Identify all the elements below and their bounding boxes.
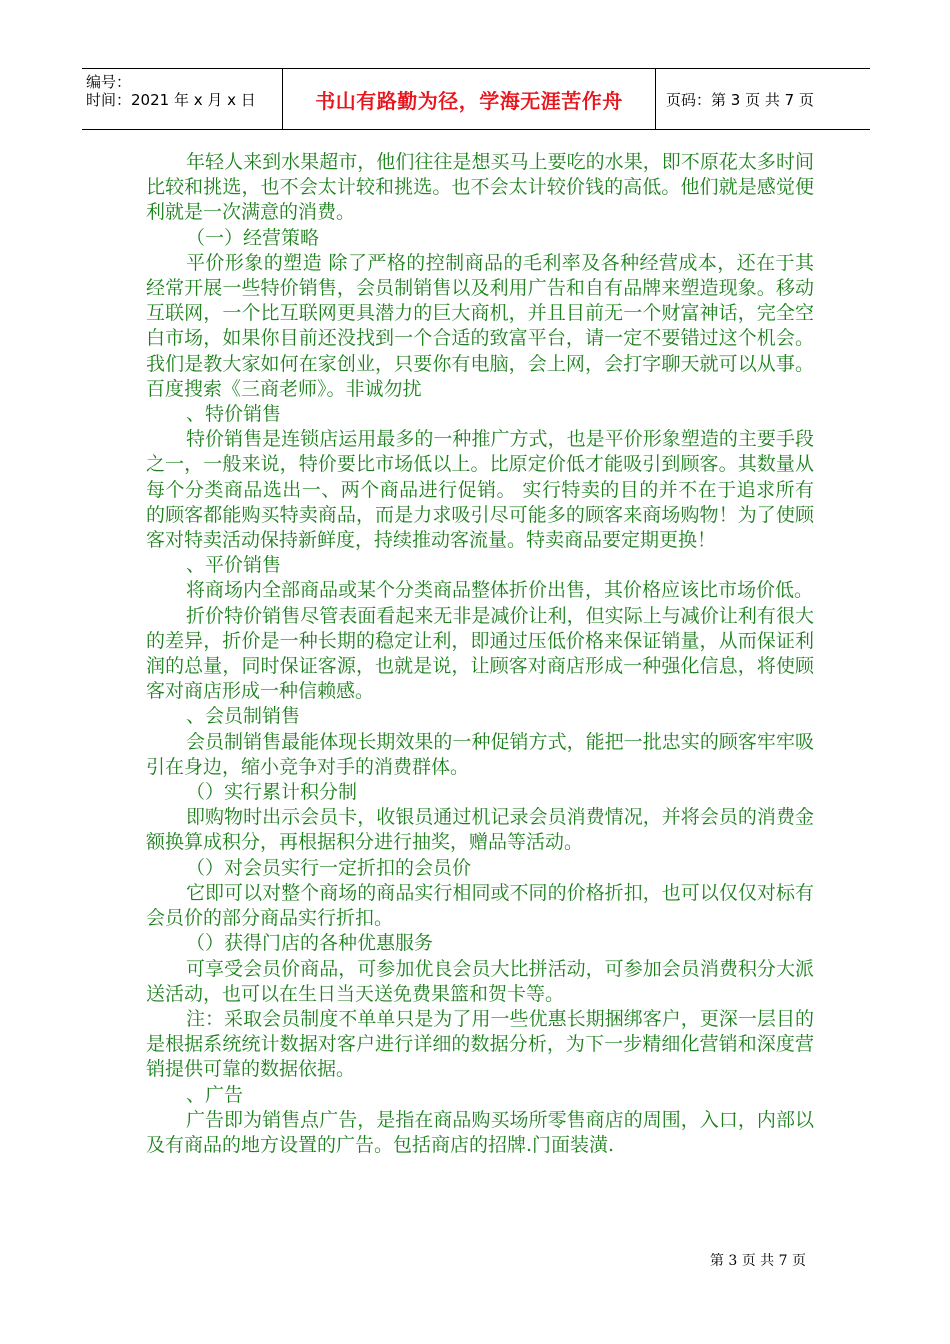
paragraph: 将商场内全部商品或某个分类商品整体折价出售，其价格应该比市场价低。: [186, 579, 814, 602]
page-header: [82, 68, 870, 130]
header-page-number: 页码：第 3 页 共 7 页: [666, 90, 814, 109]
document-time-label: 时间：2021 年 x 月 x 日: [86, 91, 256, 109]
subsection-heading: （）对会员实行一定折扣的会员价: [186, 856, 472, 879]
note-paragraph: 注：采取会员制度不单单只是为了用一些优惠长期捆绑客户，更深一层目的是根据系统统计数据对客户进行详细的数据分析，为下一步精细化营销和深度营销提供可靠的数据依据。: [146, 1007, 814, 1081]
paragraph: 平价形象的塑造 除了严格的控制商品的毛利率及各种经营成本，还在于其经常开展一些特价销售，会员制销售以及利用广告和自有品牌来塑造现象。移动互联网，一个比互联网更具潜力的巨大商机，并且目前无一个财富神话，完全空白市场，如果你目前还没找到一个合适的致富平台，请一定不要错过这个机会。我们是教大家如何在家创业，只要你有电脑，会上网，会打字聊天就可以从事。百度搜索《三商老师》。非诚勿扰: [146, 251, 814, 400]
subsection-heading: （）实行累计积分制: [186, 781, 358, 804]
paragraph: 会员制销售最能体现长期效果的一种促销方式，能把一批忠实的顾客牢牢吸引在身边，缩小竞争对手的消费群体。: [146, 730, 814, 778]
header-meta: [82, 69, 282, 129]
header-motto-cell: [282, 69, 656, 129]
page-footer: 第 3 页 共 7 页: [709, 1253, 806, 1269]
paragraph: 特价销售是连锁店运用最多的一种推广方式，也是平价形象塑造的主要手段之一，一般来说，特价要比市场低以上。比原定价低才能吸引到顾客。其数量从每个分类商品选出一、两个商品进行促销。 实行特卖的目的并不在于追求所有的顾客都能购买特卖商品，而是力求吸引尽可能多的顾客来商场购物！为了使顾客对特卖活动保持新鲜度，持续推动客流量。特卖商品要定期更换！: [146, 428, 814, 552]
paragraph: 广告即为销售点广告，是指在商品购买场所零售商店的周围，入口，内部以及有商品的地方设置的广告。包括商店的招牌.门面装潢.: [146, 1108, 814, 1156]
paragraph: 年轻人来到水果超市，他们往往是想买马上要吃的水果，即不原花太多时间比较和挑选，也不会太计较和挑选。也不会太计较价钱的高低。他们就是感觉便利就是一次满意的消费。: [146, 151, 814, 224]
document-body: [146, 150, 814, 1158]
section-heading: （一）经营策略: [186, 226, 320, 249]
paragraph: 即购物时出示会员卡，收银员通过机记录会员消费情况，并将会员的消费金额换算成积分，再根据积分进行抽奖，赠品等活动。: [146, 806, 814, 854]
section-heading: 、平价销售: [186, 554, 282, 577]
section-heading: 、广告: [186, 1083, 244, 1106]
paragraph: 可享受会员价商品，可参加优良会员大比拼活动，可参加会员消费积分大派送活动，也可以在生日当天送免费果篮和贺卡等。: [146, 957, 814, 1005]
paragraph: 它即可以对整个商场的商品实行相同或不同的价格折扣，也可以仅仅对标有会员价的部分商品实行折扣。: [146, 881, 814, 930]
header-motto: 书山有路勤为径，学海无涯苦作舟: [315, 88, 623, 113]
subsection-heading: （）获得门店的各种优惠服务: [186, 932, 434, 955]
section-heading: 、特价销售: [186, 403, 282, 426]
section-heading: 、会员制销售: [186, 705, 301, 728]
paragraph: 折价特价销售尽管表面看起来无非是减价让利，但实际上与减价让利有很大的差异，折价是一种长期的稳定让利，即通过压低价格来保证销量，从而保证利润的总量，同时保证客源，也就是说，让顾客对商店形成一种强化信息，将使顾客对商店形成一种信赖感。: [146, 604, 814, 703]
document-number-label: 编号：: [86, 73, 132, 91]
